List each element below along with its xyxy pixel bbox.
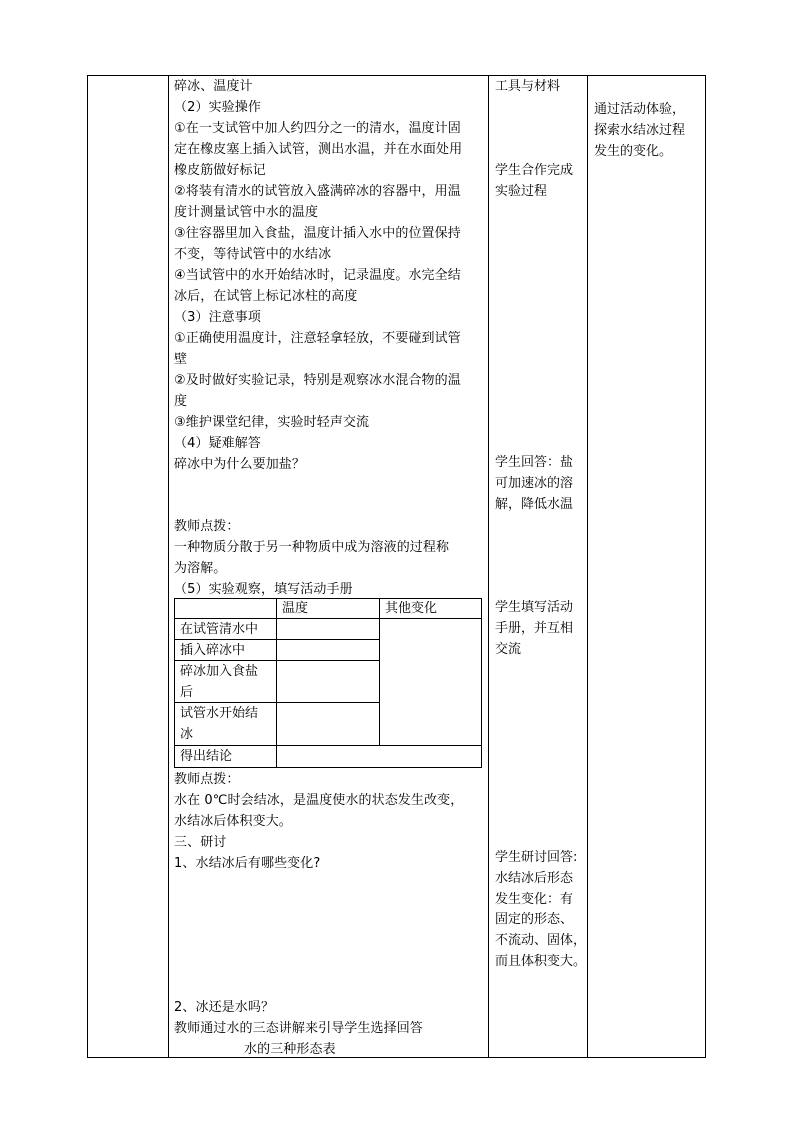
text-line: ②将装有清水的试管放入盛满碎冰的容器中，用温 bbox=[174, 184, 461, 199]
subheading-precautions: （3）注意事项 bbox=[174, 310, 261, 325]
text-line: 学生填写活动 bbox=[495, 600, 574, 615]
text-line: 学生合作完成 bbox=[495, 163, 574, 178]
text-line: 交流 bbox=[495, 641, 522, 657]
text-line: ②及时做好实验记录，特别是观察冰水混合物的温 bbox=[174, 373, 461, 388]
table-row-label: 插入碎冰中 bbox=[180, 643, 246, 658]
text-line: 解，降低水温 bbox=[495, 496, 574, 512]
question-2: 2、冰还是水吗？ bbox=[174, 1000, 275, 1015]
text-line: ④当试管中的水开始结冰时，记录温度。水完全结 bbox=[174, 268, 461, 283]
table-row-label: 冰 bbox=[180, 727, 194, 742]
text-line: 度 bbox=[174, 394, 188, 409]
text-line: 发生变化：有 bbox=[495, 891, 574, 907]
text-line: 为溶解。 bbox=[174, 561, 227, 576]
text-line: 学生回答：盐 bbox=[495, 455, 574, 470]
text-line: 实验过程 bbox=[495, 183, 548, 199]
student-activity-block-5 bbox=[495, 848, 586, 973]
text-line: 定在橡皮塞上插入试管，测出水温，并在水面处用 bbox=[174, 142, 463, 157]
table-col-border-1 bbox=[168, 75, 169, 1058]
section-heading-discussion: 三、研讨 bbox=[174, 835, 227, 850]
student-activity-block-2 bbox=[495, 161, 573, 203]
design-intent-block bbox=[594, 100, 685, 162]
text-line: 固定的形态、 bbox=[495, 912, 574, 928]
teacher-tip-label: 教师点拨： bbox=[174, 772, 240, 787]
text-line: 不变，等待试管中的水结冰 bbox=[174, 247, 332, 262]
question-salt: 碎冰中为什么要加盐？ bbox=[174, 457, 306, 472]
table-top-border bbox=[87, 75, 706, 76]
question-1: 1、水结冰后有哪些变化? bbox=[174, 856, 321, 871]
text-line: 一种物质分散于另一种物质中成为溶液的过程称 bbox=[174, 540, 450, 555]
text-line: 壁 bbox=[174, 352, 188, 367]
text-line: 学生研讨回答: bbox=[495, 850, 578, 865]
text-line: ①正确使用温度计，注意轻拿轻放，不要碰到试管 bbox=[174, 331, 461, 346]
subheading-qa: （4）疑难解答 bbox=[174, 436, 261, 451]
table-header-temperature: 温度 bbox=[282, 601, 309, 616]
table-row-label: 碎冰加入食盐 bbox=[180, 664, 259, 679]
text-line: ①在一支试管中加人约四分之一的清水，温度计固 bbox=[174, 121, 461, 136]
text-line: 可加速冰的溶 bbox=[495, 475, 574, 491]
text-line: 碎冰、温度计 bbox=[174, 79, 253, 94]
text-line: ③维护课堂纪律，实验时轻声交流 bbox=[174, 415, 370, 430]
table-col-border-3 bbox=[587, 75, 588, 1058]
table-row-label-conclusion: 得出结论 bbox=[180, 749, 233, 764]
table-row-label: 试管水开始结 bbox=[180, 706, 259, 721]
text-line: 度计测量试管中水的温度 bbox=[174, 205, 319, 220]
table-row-label: 在试管清水中 bbox=[180, 622, 259, 637]
table-col-border-0 bbox=[87, 75, 88, 1058]
subheading-experiment-steps: （2）实验操作 bbox=[174, 100, 261, 115]
text-line: 水结冰后形态 bbox=[495, 870, 574, 886]
student-activity-block-1 bbox=[495, 77, 560, 98]
text-line: 探索水结冰过程 bbox=[594, 122, 686, 138]
table-bottom-border bbox=[87, 1057, 706, 1058]
text-line: 通过活动体验， bbox=[594, 102, 686, 117]
student-activity-block-4 bbox=[495, 598, 573, 660]
table-col-border-2 bbox=[488, 75, 489, 1058]
text-line: 手册，并互相 bbox=[495, 620, 574, 636]
text-line: 工具与材料 bbox=[495, 79, 561, 94]
text-line: 水在 0℃时会结冰，是温度使水的状态发生改变， bbox=[174, 793, 464, 808]
table-col-border-4 bbox=[705, 75, 706, 1058]
text-line: 水结冰后体积变大。 bbox=[174, 814, 292, 829]
subheading-observation: （5）实验观察，填写活动手册 bbox=[174, 582, 353, 597]
text-line: 而且体积变大。 bbox=[495, 953, 587, 969]
table-row-label: 后 bbox=[180, 685, 194, 700]
text-line: 橡皮筋做好标记 bbox=[174, 163, 266, 178]
text-line: ③往容器里加入食盐，温度计插入水中的位置保持 bbox=[174, 226, 461, 241]
text-line: 不流动、固体， bbox=[495, 933, 587, 949]
text-line: 冰后，在试管上标记冰柱的高度 bbox=[174, 289, 358, 304]
text-line: 教师通过水的三态讲解来引导学生选择回答 bbox=[174, 1021, 423, 1036]
student-activity-block-3 bbox=[495, 453, 573, 515]
text-line: 发生的变化。 bbox=[594, 143, 673, 159]
teacher-tip-label: 教师点拨： bbox=[174, 519, 240, 534]
table-header-other-changes: 其他变化 bbox=[385, 601, 438, 616]
table-caption: 水的三种形态表 bbox=[244, 1042, 336, 1057]
